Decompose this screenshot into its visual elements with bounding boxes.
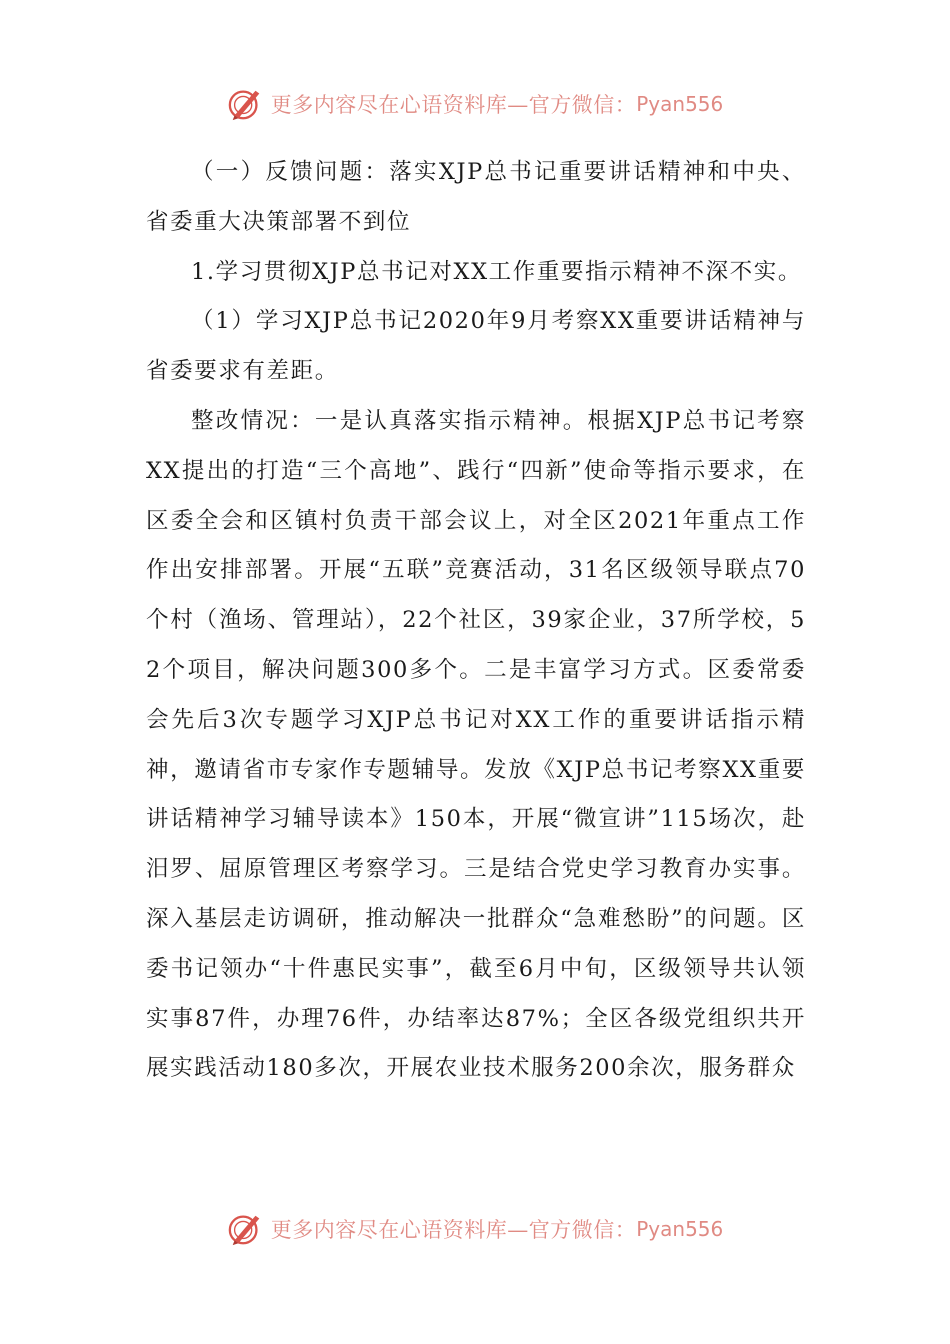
watermark-banner-top	[0, 84, 950, 124]
watermark-banner-bottom	[0, 1209, 950, 1249]
sub-item-heading: 1.学习贯彻XJP总书记对XX工作重要指示精神不深不实。	[191, 258, 802, 285]
pen-logo-icon	[227, 85, 265, 123]
document-body	[146, 148, 806, 1094]
watermark-wechat-id: Pyan556	[636, 1217, 724, 1241]
pen-logo-icon	[227, 1210, 265, 1248]
sub-sub-item-heading: （1）学习XJP总书记2020年9月考察XX重要讲话精神与省委要求有差距。	[146, 308, 806, 385]
rectification-paragraph: 整改情况：一是认真落实指示精神。根据XJP总书记考察XX提出的打造“三个高地”、践行“四新”使命等指示要求，在区委全会和区镇村负责干部会议上，对全区2021年重点工作作出安排部署。开展“五联”竞赛活动，31名区级领导联点70个村（渔场、管理站），22个社区，39家企业，37所学校，52个项目，解决问题300多个。二是丰富学习方式。区委常委会先后3次专题学习XJP总书记对XX工作的重要讲话指示精神，邀请省市专家作专题辅导。发放《XJP总书记考察XX重要讲话精神学习辅导读本》150本，开展“微宣讲”115场次，赴汨罗、屈原管理区考察学习。三是结合党史学习教育办实事。深入基层走访调研，推动解决一批群众“急难愁盼”的问题。区委书记领办“十件惠民实事”，截至6月中旬，区级领导共认领实事87件，办理76件，办结率达87%；全区各级党组织共开展实践活动180多次，开展农业技术服务200余次，服务群众	[146, 407, 806, 1082]
watermark-wechat-id: Pyan556	[636, 92, 724, 116]
watermark-text: 更多内容尽在心语资料库—官方微信：	[270, 93, 637, 117]
section-heading: （一）反馈问题：落实XJP总书记重要讲话精神和中央、省委重大决策部署不到位	[146, 159, 806, 235]
watermark-text: 更多内容尽在心语资料库—官方微信：	[270, 1218, 637, 1242]
